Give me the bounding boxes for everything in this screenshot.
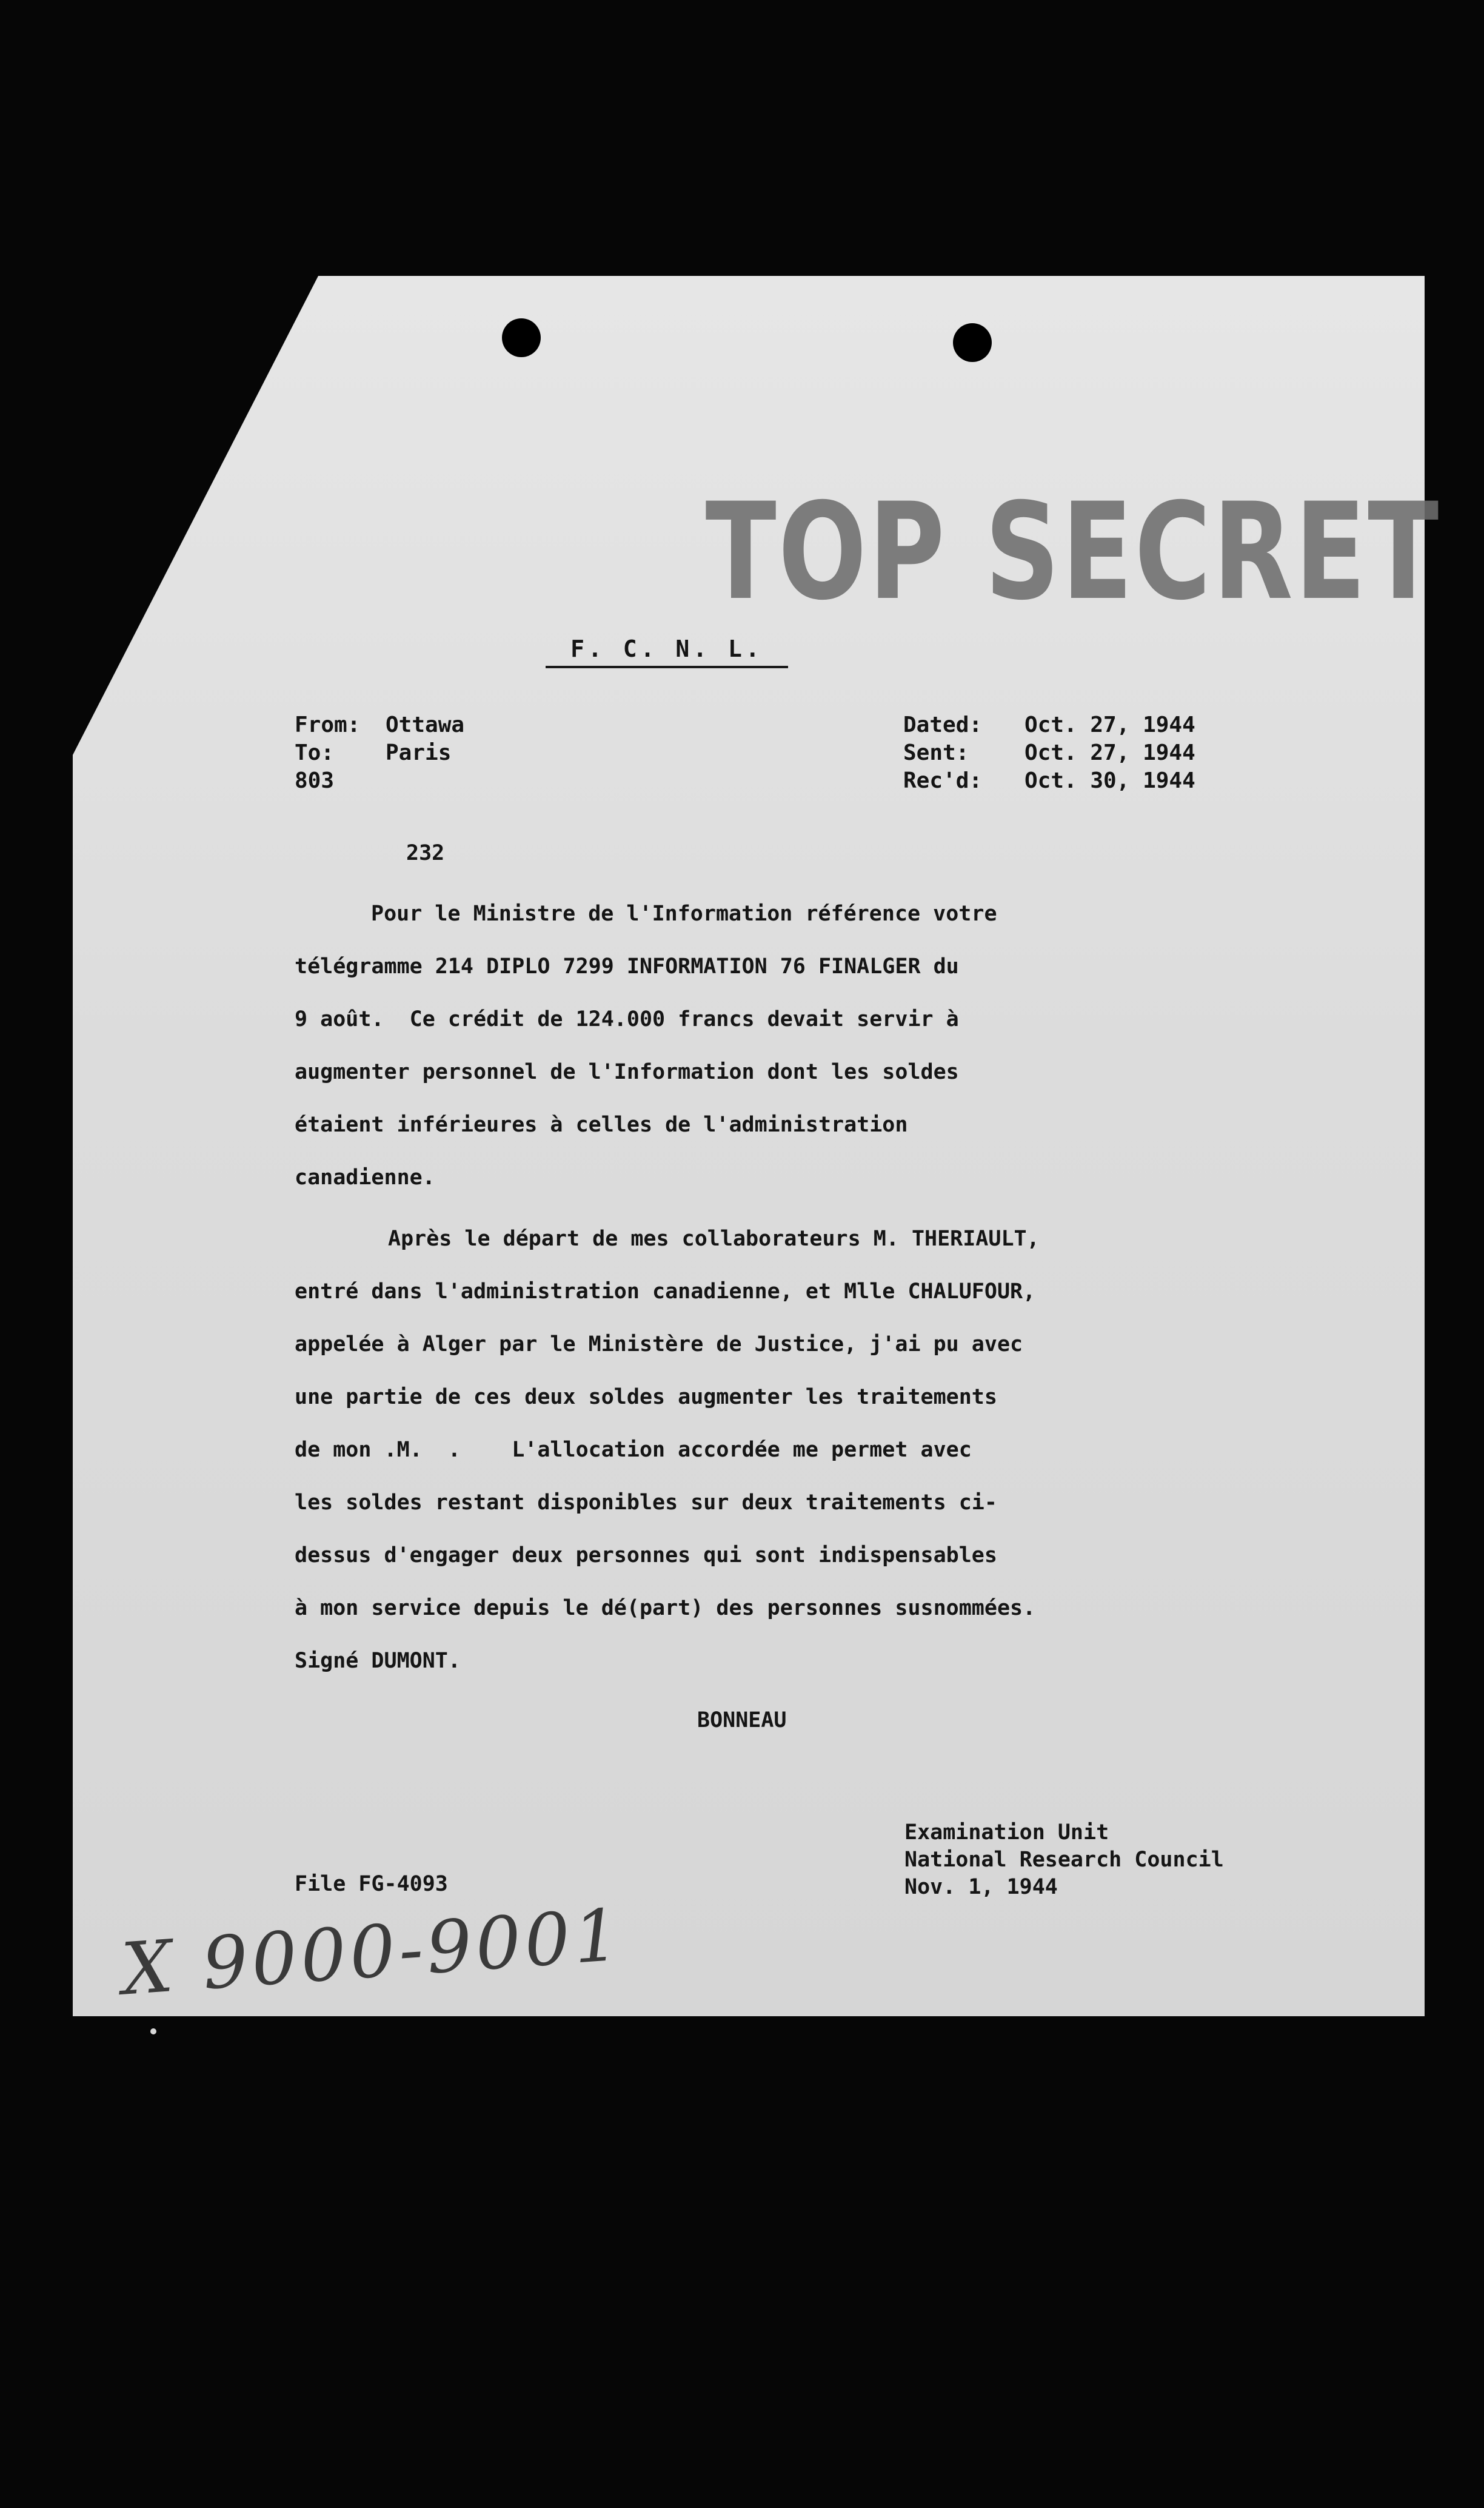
- national-research-council: National Research Council: [904, 1848, 1224, 1872]
- paragraph-2-line: de mon .M. . L'allocation accordée me permet avec: [295, 1438, 972, 1462]
- handwritten-note: X 9000-9001: [119, 1893, 626, 2011]
- examination-date: Nov. 1, 1944: [904, 1875, 1058, 1899]
- paragraph-1-line: télégramme 214 DIPLO 7299 INFORMATION 76 FINALGER du: [295, 954, 959, 979]
- document-title: F. C. N. L.: [546, 635, 788, 668]
- telegram-number: 803: [295, 768, 335, 793]
- paragraph-1-line: augmenter personnel de l'Information dont les soldes: [295, 1060, 959, 1084]
- paragraph-2-line: une partie de ces deux soldes augmenter les traitements: [295, 1385, 997, 1409]
- paragraph-1-line: étaient inférieures à celles de l'administration: [295, 1113, 908, 1137]
- signature: BONNEAU: [697, 1708, 787, 1732]
- paragraph-2-line: à mon service depuis le dé(part) des personnes susnommées.: [295, 1596, 1036, 1620]
- top-secret-stamp: TOP SECRET: [705, 474, 1441, 629]
- paragraph-1-line: 9 août. Ce crédit de 124.000 francs devait servir à: [295, 1007, 959, 1031]
- paragraph-2-line: entré dans l'administration canadienne, et Mlle CHALUFOUR,: [295, 1279, 1036, 1304]
- received-value: Oct. 30, 1944: [1024, 768, 1195, 793]
- to-row: [295, 740, 464, 768]
- dated-value: Oct. 27, 1944: [1024, 712, 1195, 737]
- sent-label: Sent:: [903, 740, 969, 765]
- to-value: Paris: [386, 740, 452, 765]
- paragraph-2-line: Après le départ de mes collaborateurs M. THERIAULT,: [388, 1227, 1040, 1251]
- received-label: Rec'd:: [903, 768, 983, 793]
- from-value: Ottawa: [386, 712, 465, 737]
- sent-row: [903, 740, 1195, 768]
- sent-value: Oct. 27, 1944: [1024, 740, 1195, 765]
- paragraph-2-line: les soldes restant disponibles sur deux traitements ci-: [295, 1490, 997, 1515]
- from-row: [295, 712, 464, 740]
- paragraph-2-line: appelée à Alger par le Ministère de Justice, j'ai pu avec: [295, 1332, 1023, 1356]
- message-number: 232: [406, 841, 445, 865]
- dated-row: [903, 712, 1195, 740]
- file-reference: File FG-4093: [295, 1872, 448, 1896]
- scan-speck: [150, 2028, 156, 2034]
- paragraph-2-line: Signé DUMONT.: [295, 1649, 461, 1673]
- routing-block: [295, 712, 464, 796]
- punch-hole-right: [953, 323, 992, 362]
- paragraph-2-line: dessus d'engager deux personnes qui sont indispensables: [295, 1543, 997, 1568]
- received-row: [903, 768, 1195, 796]
- dates-block: [903, 712, 1195, 796]
- to-label: To:: [295, 740, 335, 765]
- examination-unit: Examination Unit: [904, 1820, 1109, 1845]
- paragraph-1-line: canadienne.: [295, 1165, 435, 1190]
- dated-label: Dated:: [903, 712, 983, 737]
- paragraph-1-line: Pour le Ministre de l'Information référence votre: [371, 902, 997, 926]
- telegram-number-row: [295, 768, 464, 796]
- punch-hole-left: [502, 318, 541, 357]
- from-label: From:: [295, 712, 361, 737]
